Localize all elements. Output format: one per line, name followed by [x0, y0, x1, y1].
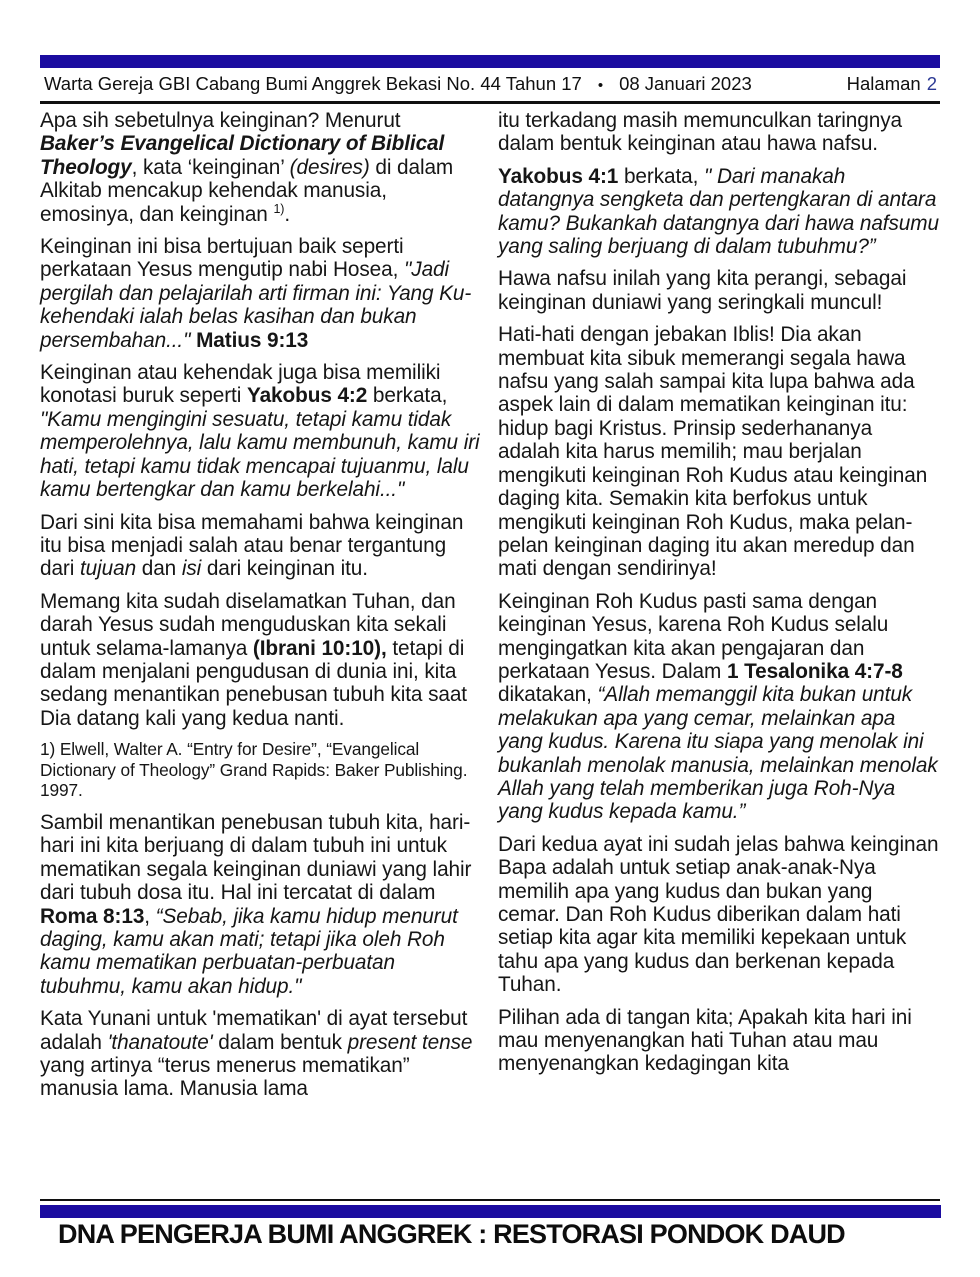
paragraph: Dari kedua ayat ini sudah jelas bahwa keinginan Bapa adalah untuk setiap anak-anak-Nya memilih apa yang kudus dan bukan yang cemar. Dan Roh Kudus diberikan dalam hati setiap kita agar kita memiliki kepekaan untuk tahu apa yang kudus dan berkenan kepada Tuhan.: [498, 832, 939, 997]
header-rule: [40, 101, 940, 104]
right-column: [498, 109, 939, 1110]
footer-rule: [40, 1199, 940, 1201]
left-column: [40, 109, 481, 1110]
page-label: Halaman: [846, 73, 921, 94]
paragraph: Apa sih sebetulnya keinginan? Menurut Baker’s Evangelical Dictionary of Biblical Theology, kata ‘keinginan’ (desires) di dalam Alkitab mencakup kehendak manusia, emosinya, dan keinginan $^{1)}$.: [40, 109, 454, 226]
page-indicator: [847, 71, 937, 97]
paragraph: Memang kita sudah diselamatkan Tuhan, dan darah Yesus sudah menguduskan kita sekali untuk selama-lamanya (Ibrani 10:10), tetapi di dalam menjalani pengudusan di dunia ini, kita sedang menantikan penebusan tubuh kita saat Dia datang kali yang kedua nanti.: [40, 589, 467, 730]
paragraph: Kata Yunani untuk 'mematikan' di ayat tersebut adalah 'thanatoute' dalam bentuk present tense yang artinya “terus menerus mematikan” manusia lama. Manusia lama: [40, 1007, 473, 1101]
bullet-separator-icon: •: [597, 77, 604, 94]
header: [44, 71, 937, 99]
bulletin-title: Warta Gereja GBI Cabang Bumi Anggrek Bekasi No. 44 Tahun 17: [44, 73, 582, 94]
paragraph: Dari sini kita bisa memahami bahwa keinginan itu bisa menjadi salah atau benar tergantung dari tujuan dan isi dari keinginan itu.: [40, 510, 464, 581]
paragraph: Keinginan Roh Kudus pasti sama dengan keinginan Yesus, karena Roh Kudus selalu mengingatkan kita akan pengajaran dan perkataan Yesus. Dalam 1 Tesalonika 4:7-8 dikatakan, “Allah memanggil kita bukan untuk melakukan apa yang cemar, melainkan apa yang kudus. Karena itu siapa yang menolak ini bukanlah menolak manusia, melainkan menolak Allah yang telah memberikan juga Roh-Nya yang kudus kepada kamu.”: [498, 589, 938, 824]
footer-slogan: DNA PENGERJA BUMI ANGGREK : RESTORASI PONDOK DAUD: [58, 1219, 845, 1249]
paragraph: Sambil menantikan penebusan tubuh kita, hari-hari ini kita berjuang di dalam tubuh ini untuk mematikan segala keinginan duniawi yang lahir dari tubuh dosa itu. Hal ini tercatat di dalam Roma 8:13, “Sebab, jika kamu hidup menurut daging, kamu akan mati; tetapi jika oleh Roh kamu mematikan perbuatan-perbuatan tubuhmu, kamu akan hidup.": [40, 810, 472, 998]
paragraph: Yakobus 4:1 berkata, " Dari manakah datangnya sengketa dan pertengkaran di antara kamu? Bukankah datangnya dari hawa nafsumu yang saling berjuang di dalam tubuhmu?”: [498, 164, 939, 259]
paragraph: itu terkadang masih memunculkan taringnya dalam bentuk keinginan atau hawa nafsu.: [498, 109, 902, 156]
top-blue-bar: [40, 55, 940, 68]
bottom-blue-bar: [40, 1205, 941, 1218]
paragraph: Keinginan atau kehendak juga bisa memiliki konotasi buruk seperti Yakobus 4:2 berkata, "Kamu mengingini sesuatu, tetapi kamu tidak memperolehnya, lalu kamu membunuh, kamu iri hati, tetapi kamu tidak mencapai tujuanmu, lalu kamu bertengkar dan kamu berkelahi...": [40, 361, 480, 502]
page-number: 2: [926, 73, 937, 94]
article-body: [40, 109, 940, 1110]
paragraph: Hati-hati dengan jebakan Iblis! Dia akan membuat kita sibuk memerangi segala hawa nafsu yang salah sampai kita lupa bahwa ada aspek lain di dalam mematikan keinginan itu: hidup bagi Kristus. Prinsip sederhananya adalah kita harus memilih; mau berjalan mengikuti keinginan Roh Kudus atau keinginan daging kita. Semakin kita berfokus untuk mengikuti keinginan Roh Kudus, maka pelan-pelan keinginan daging itu akan meredup dan mati dengan sendirinya!: [498, 323, 928, 581]
paragraph: Hawa nafsu inilah yang kita perangi, sebagai keinginan duniawi yang seringkali muncul!: [498, 267, 907, 314]
paragraph: Keinginan ini bisa bertujuan baik seperti perkataan Yesus mengutip nabi Hosea, "Jadi pergilah dan pelajarilah arti firman ini: Yang Ku-kehendaki ialah belas kasihan dan bukan persembahan..." Matius 9:13: [40, 235, 472, 352]
header-masthead: [44, 71, 752, 99]
paragraph: Pilihan ada di tangan kita; Apakah kita hari ini mau menyenangkan hati Tuhan atau mau menyenangkan kedagingan kita: [498, 1005, 912, 1076]
footnote-paragraph: 1) Elwell, Walter A. “Entry for Desire”, “Evangelical Dictionary of Theology” Grand Rapids: Baker Publishing. 1997.: [40, 739, 468, 801]
bulletin-date: 08 Januari 2023: [619, 73, 752, 94]
